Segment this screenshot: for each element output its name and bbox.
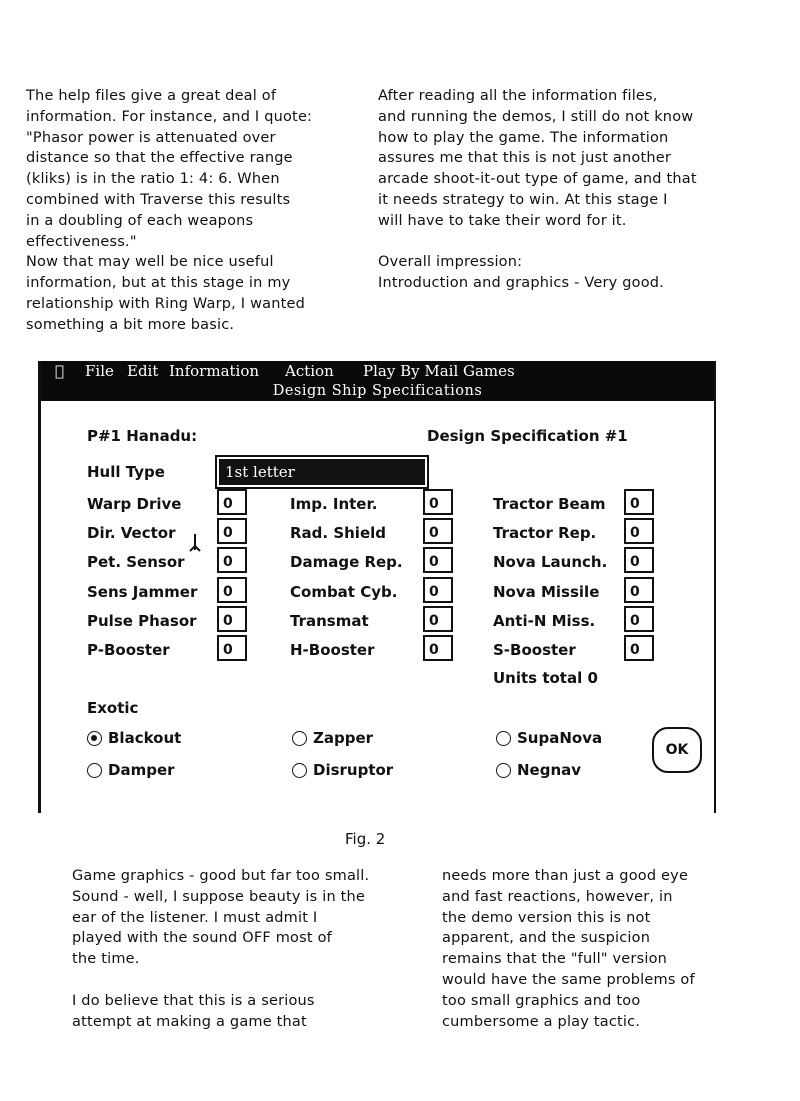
- radio-negnav[interactable]: [496, 763, 511, 778]
- component-label: Rad. Shield: [290, 524, 387, 542]
- figure-caption: Fig. 2: [345, 830, 386, 848]
- player-label: P#1 Hanadu:: [87, 427, 198, 445]
- radio-label[interactable]: Damper: [108, 761, 175, 779]
- menu-edit[interactable]: Edit: [127, 362, 159, 380]
- hull-type-label: Hull Type: [87, 463, 165, 481]
- component-label: P-Booster: [87, 641, 170, 659]
- component-label: Dir. Vector: [87, 524, 176, 542]
- component-value-field[interactable]: 0: [624, 635, 654, 661]
- component-label: Damage Rep.: [290, 553, 403, 571]
- component-label: Tractor Rep.: [493, 524, 597, 542]
- component-value-field[interactable]: 0: [624, 518, 654, 544]
- ok-button[interactable]: OK: [652, 727, 702, 773]
- article-column-top-left: The help files give a great deal of information. For instance, and I quote: "Phasor power is attenuated over distance so that the effective range (kliks) is in the ratio 1: 4: 6. When combined with Traverse this results in a doubling of each weapons effectiveness." Now that may well be nice useful information, but at this stage in my relationship with Ring Warp, I wanted something a bit more basic.: [26, 88, 313, 333]
- component-value-field[interactable]: 0: [217, 606, 247, 632]
- component-label: Transmat: [290, 612, 369, 630]
- apple-menu-icon[interactable]: [55, 361, 64, 381]
- component-value-field[interactable]: 0: [217, 577, 247, 603]
- design-spec-label: Design Specification #1: [427, 427, 628, 445]
- component-label: Anti-N Miss.: [493, 612, 596, 630]
- component-label: Pulse Phasor: [87, 612, 197, 630]
- article-column-bottom-left: Game graphics - good but far too small. Sound - well, I suppose beauty is in the ear of the listener. I must admit I played with the sound OFF most of the time. I do believe that this is a serious attempt at making a game that: [72, 868, 370, 1030]
- mac-window-screenshot: [38, 361, 716, 813]
- radio-label[interactable]: Negnav: [517, 761, 582, 779]
- component-label: Combat Cyb.: [290, 583, 398, 601]
- radio-label[interactable]: Zapper: [313, 729, 374, 747]
- component-value-field[interactable]: 0: [217, 489, 247, 515]
- radio-disruptor[interactable]: [292, 763, 307, 778]
- menu-play-by-mail-games[interactable]: Play By Mail Games: [363, 362, 515, 380]
- component-value-field[interactable]: 0: [423, 518, 453, 544]
- article-column-top-right: After reading all the information files, and running the demos, I still do not know how to play the game. The information assures me that this is not just another arcade shoot-it-out type of game, and that it needs strategy to win. At this stage I will have to take their word for it. Overall impression: Introduction and graphics - Very good.: [378, 88, 697, 292]
- menu-information[interactable]: Information: [169, 362, 260, 380]
- component-label: S-Booster: [493, 641, 576, 659]
- component-value-field[interactable]: 0: [423, 606, 453, 632]
- radio-label[interactable]: Blackout: [108, 729, 182, 747]
- radio-label[interactable]: SupaNova: [517, 729, 603, 747]
- component-value-field[interactable]: 0: [217, 635, 247, 661]
- ibeam-cursor-icon: [188, 533, 202, 553]
- component-value-field[interactable]: 0: [423, 635, 453, 661]
- units-total: Units total 0: [493, 669, 598, 687]
- component-value-field[interactable]: 0: [624, 547, 654, 573]
- radio-label[interactable]: Disruptor: [313, 761, 394, 779]
- component-value-field[interactable]: 0: [423, 547, 453, 573]
- window-title: Design Ship Specifications: [41, 381, 714, 401]
- menu-file[interactable]: File: [85, 362, 114, 380]
- component-value-field[interactable]: 0: [624, 606, 654, 632]
- article-column-bottom-right: needs more than just a good eye and fast reactions, however, in the demo version this is not apparent, and the suspicion remains that the "full" version would have the same problems of too small graphics and too cumbersome a play tactic.: [442, 868, 695, 1030]
- radio-zapper[interactable]: [292, 731, 307, 746]
- component-label: Nova Missile: [493, 583, 600, 601]
- component-value-field[interactable]: 0: [217, 518, 247, 544]
- component-label: Pet. Sensor: [87, 553, 185, 571]
- component-label: Warp Drive: [87, 495, 182, 513]
- component-value-field[interactable]: 0: [217, 547, 247, 573]
- component-label: Sens Jammer: [87, 583, 198, 601]
- component-value-field[interactable]: 0: [624, 577, 654, 603]
- component-label: Tractor Beam: [493, 495, 606, 513]
- menu-bar: [41, 361, 714, 381]
- component-label: Imp. Inter.: [290, 495, 378, 513]
- component-label: Nova Launch.: [493, 553, 608, 571]
- radio-supanova[interactable]: [496, 731, 511, 746]
- radio-blackout[interactable]: [87, 731, 102, 746]
- hull-type-field[interactable]: 1st letter: [219, 459, 425, 485]
- exotic-label: Exotic: [87, 699, 139, 717]
- menu-action[interactable]: Action: [285, 362, 334, 380]
- component-label: H-Booster: [290, 641, 375, 659]
- radio-damper[interactable]: [87, 763, 102, 778]
- component-value-field[interactable]: 0: [624, 489, 654, 515]
- component-value-field[interactable]: 0: [423, 489, 453, 515]
- component-value-field[interactable]: 0: [423, 577, 453, 603]
